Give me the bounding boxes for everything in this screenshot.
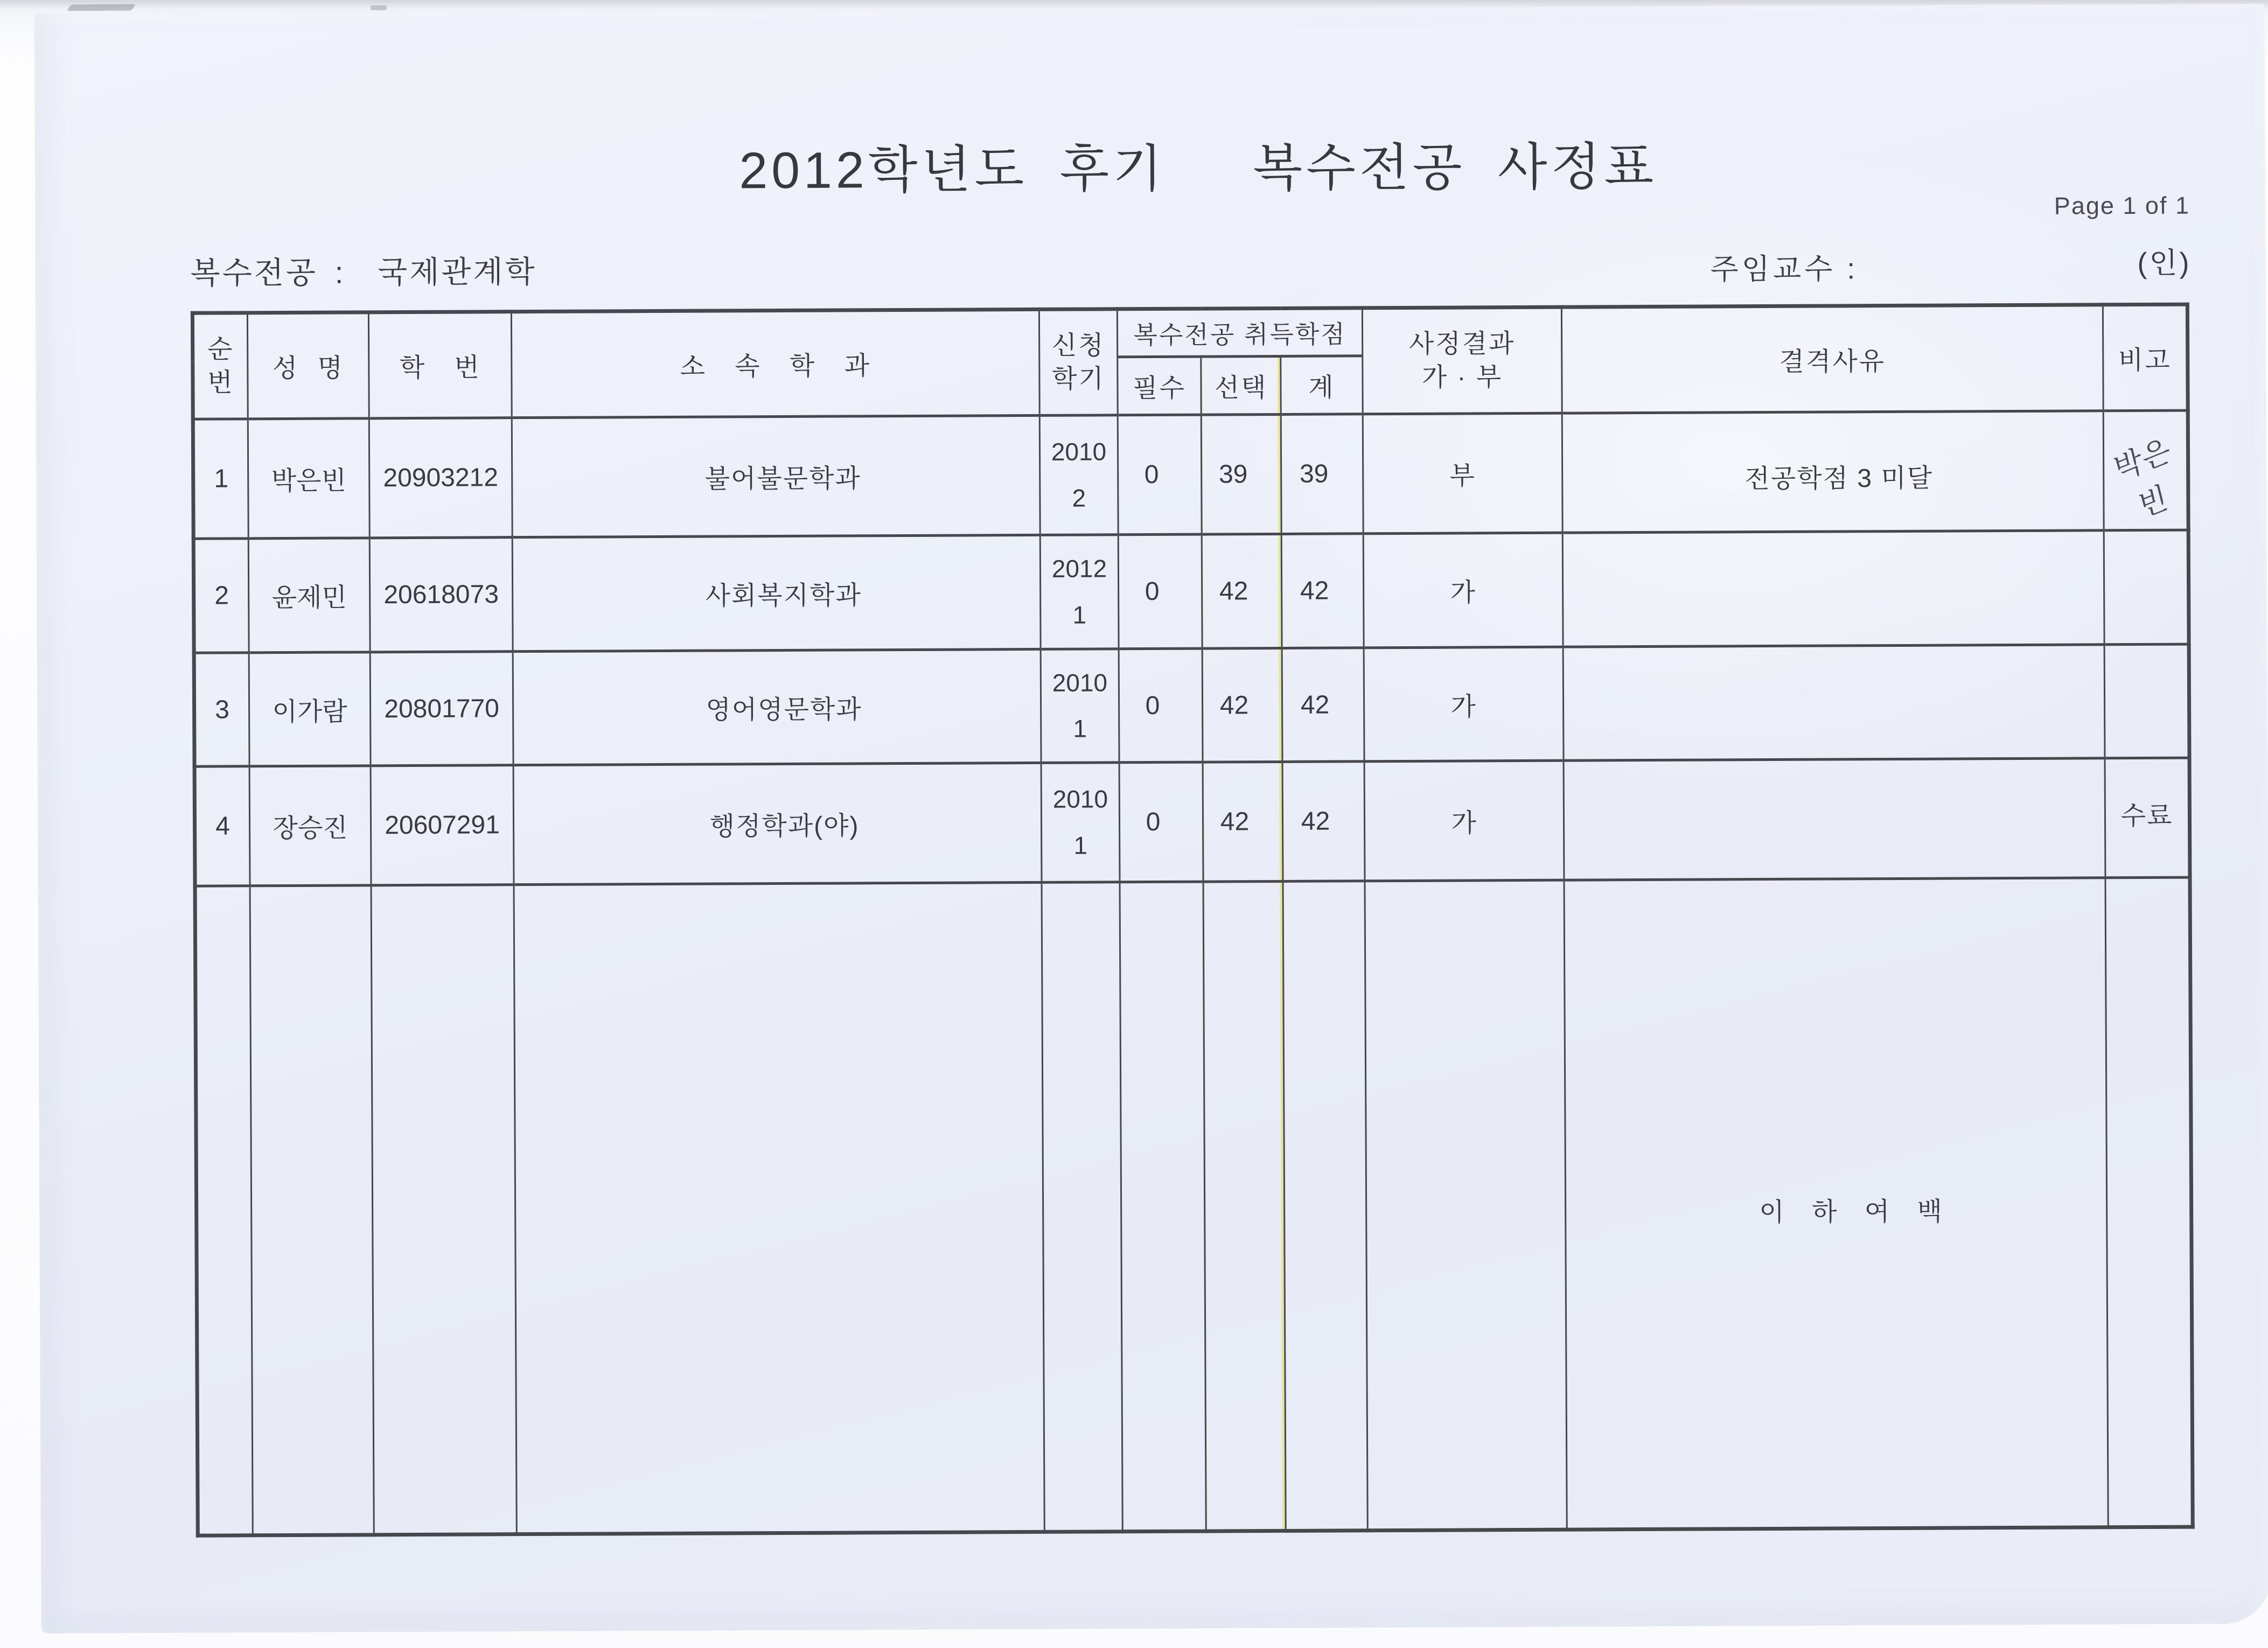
cell-note <box>2103 410 2188 530</box>
header-result <box>1362 307 1562 414</box>
header-semester-line2: 학기 <box>1051 364 1105 394</box>
cell-department: 행정학과(야) <box>513 763 1042 884</box>
header-reason: 결격사유 <box>1561 305 2103 413</box>
double-major-line <box>190 247 536 293</box>
cell-department: 영어영문학과 <box>513 649 1041 765</box>
cell-semester-year: 2010 <box>1052 668 1108 697</box>
cell-elective: 42 <box>1203 762 1283 882</box>
cell-required: 0 <box>1118 415 1202 535</box>
header-result-line1: 사정결과 <box>1408 330 1516 359</box>
cell-elective <box>1203 881 1286 1531</box>
cell-semester-term: 1 <box>1073 831 1088 860</box>
professor-label: 주임교수 : <box>1710 253 1859 286</box>
cell-reason: 전공학점 3 미달 <box>1562 411 2104 533</box>
cell-semester-year: 2010 <box>1051 437 1107 466</box>
header-total: 계 <box>1281 356 1363 415</box>
header-student-id: 학 번 <box>368 312 512 418</box>
cell-semester-term: 1 <box>1073 714 1087 743</box>
cell-result: 부 <box>1363 413 1562 534</box>
cell-total: 39 <box>1281 414 1363 534</box>
cell-name: 이가람 <box>249 652 371 766</box>
cell-no: 2 <box>193 539 249 653</box>
cell-required: 0 <box>1119 648 1203 763</box>
cell-student-id: 20903212 <box>369 418 512 538</box>
cell-result: 가 <box>1364 647 1564 762</box>
double-major-label: 복수전공 : <box>190 255 346 291</box>
assessment-table <box>191 303 2195 1538</box>
cell-student-id: 20618073 <box>369 537 513 652</box>
cell-name <box>250 885 374 1535</box>
cell-semester <box>1041 649 1119 763</box>
table-row <box>194 758 2190 886</box>
scan-artifact-mark <box>371 5 387 10</box>
cell-no: 4 <box>194 766 250 886</box>
cell-student-id: 20607291 <box>371 765 514 885</box>
header-no <box>192 313 248 419</box>
cell-note <box>2104 530 2189 645</box>
cell-department: 불어불문학과 <box>512 415 1040 537</box>
nothing-follows-text: 이 하 여 백 <box>1564 878 2108 1530</box>
cell-total <box>1283 881 1367 1531</box>
cell-required: 0 <box>1119 762 1203 882</box>
cell-note <box>2104 644 2189 758</box>
header-required: 필수 <box>1118 357 1201 415</box>
cell-note: 수료 <box>2105 758 2190 878</box>
cell-elective: 42 <box>1202 648 1282 762</box>
table-row <box>193 410 2188 539</box>
cell-result: 가 <box>1363 533 1563 648</box>
cell-semester-term: 2 <box>1072 484 1086 512</box>
header-result-line2: 가 · 부 <box>1421 362 1503 392</box>
header-elective: 선택 <box>1201 356 1281 415</box>
cell-result <box>1365 880 1567 1531</box>
header-semester <box>1039 309 1118 416</box>
cell-total: 42 <box>1282 648 1364 762</box>
table-row <box>194 644 2189 766</box>
cell-semester-year: 2012 <box>1051 554 1107 583</box>
cell-semester-year: 2010 <box>1052 785 1108 814</box>
cell-name: 박은빈 <box>248 418 369 539</box>
cell-name: 장승진 <box>249 766 371 886</box>
cell-note <box>2105 877 2193 1527</box>
cell-no: 1 <box>193 419 248 539</box>
seal-placeholder: (인) <box>2137 247 2192 280</box>
cell-elective: 42 <box>1202 534 1282 648</box>
cell-student-id <box>371 885 517 1535</box>
cell-total: 42 <box>1281 534 1364 648</box>
handwritten-signature: 박은빈 <box>2111 432 2175 525</box>
cell-no <box>195 886 253 1535</box>
cell-result: 가 <box>1364 760 1564 881</box>
table-row-empty <box>195 877 2193 1535</box>
cell-department: 사회복지학과 <box>512 535 1041 651</box>
page-indicator: Page 1 of 1 <box>2054 191 2190 220</box>
scan-artifact-mark <box>67 4 136 11</box>
header-name: 성 명 <box>247 312 369 419</box>
cell-semester <box>1040 535 1119 650</box>
cell-reason <box>1564 758 2105 880</box>
cell-required <box>1120 882 1206 1532</box>
cell-semester <box>1042 882 1122 1532</box>
table-row <box>193 530 2189 653</box>
header-semester-line1: 신청 <box>1051 331 1105 360</box>
cell-reason <box>1563 645 2105 760</box>
cell-semester <box>1041 763 1120 883</box>
header-note: 비고 <box>2103 304 2188 411</box>
cell-student-id: 20801770 <box>370 652 513 766</box>
scanned-paper <box>34 4 2268 1633</box>
cell-semester-term: 1 <box>1072 600 1087 629</box>
header-department: 소 속 학 과 <box>511 309 1039 417</box>
cell-elective: 39 <box>1201 414 1281 534</box>
cell-semester <box>1039 415 1118 535</box>
cell-no: 3 <box>194 653 249 766</box>
cell-department <box>514 882 1044 1534</box>
document-title: 2012학년도 후기 복수전공 사정표 <box>739 138 1658 200</box>
header-no-line2: 번 <box>207 368 234 397</box>
cell-reason <box>1562 530 2104 647</box>
header-no-line1: 순 <box>207 335 234 364</box>
double-major-value: 국제관계학 <box>378 254 537 290</box>
header-credits-group: 복수전공 취득학점 <box>1117 308 1362 357</box>
cell-required: 0 <box>1118 534 1202 649</box>
cell-total: 42 <box>1282 762 1365 882</box>
cell-name: 윤제민 <box>248 538 370 653</box>
